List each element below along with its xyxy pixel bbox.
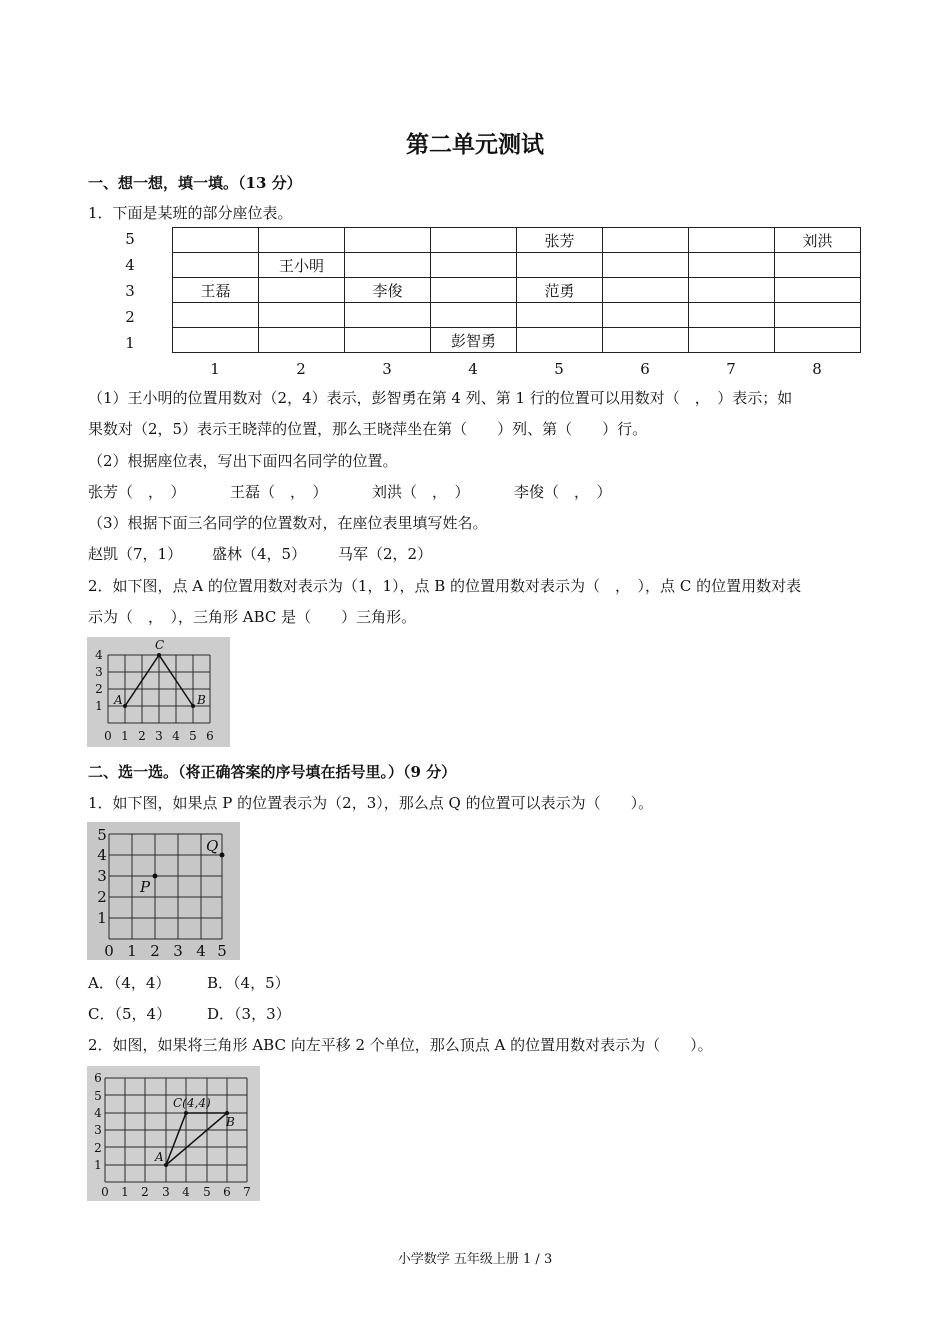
seat-cell [431, 228, 517, 253]
section2-heading: 二、选一选。（将正确答案的序号填在括号里。）（9 分） [88, 763, 457, 781]
x-tick-label: 1 [121, 1185, 129, 1199]
column-label: 6 [640, 360, 650, 378]
option-d: D．（3，3） [207, 1005, 291, 1023]
answer-item: 李俊（ ， ） [514, 483, 612, 501]
answer-item: 张芳（ ， ） [88, 483, 186, 501]
page-title: 第二单元测试 [406, 131, 544, 158]
answer-item: 王磊（ ， ） [230, 483, 328, 501]
y-tick-label: 4 [95, 648, 103, 662]
seat-cell [517, 253, 603, 278]
y-tick-label: 5 [97, 826, 107, 844]
x-tick-label: 3 [162, 1185, 170, 1199]
y-tick-label: 4 [97, 846, 107, 864]
point-a [164, 1163, 168, 1167]
x-tick-label: 5 [189, 729, 197, 743]
x-tick-label: 7 [243, 1185, 251, 1199]
seat-cell [345, 303, 431, 328]
column-label: 5 [554, 360, 564, 378]
point-label: B [226, 1115, 235, 1129]
option-b: B．（4，5） [207, 974, 290, 992]
seat-cell [345, 253, 431, 278]
q1-intro: 1．下面是某班的部分座位表。 [88, 204, 293, 222]
column-label: 7 [726, 360, 736, 378]
seat-cell [689, 253, 775, 278]
y-tick-label: 3 [97, 867, 107, 885]
row-label: 1 [125, 334, 135, 352]
y-tick-label: 1 [94, 1158, 102, 1172]
seat-cell [345, 328, 431, 353]
seat-cell [431, 253, 517, 278]
point-label: C [155, 638, 165, 652]
pq-figure [87, 822, 240, 960]
answer-item: 马军（2，2） [338, 545, 433, 563]
x-tick-label: 2 [150, 942, 160, 960]
y-tick-label: 2 [97, 888, 107, 906]
table-row [173, 253, 861, 278]
option-a: A．（4，4） [88, 974, 171, 992]
seat-cell: 彭智勇 [431, 328, 517, 353]
seat-cell [603, 278, 689, 303]
point-q [220, 853, 225, 858]
seating-table [172, 227, 861, 353]
x-tick-label: 3 [155, 729, 163, 743]
seat-cell [517, 303, 603, 328]
figure-background [87, 1066, 260, 1201]
x-tick-label: 4 [196, 942, 206, 960]
y-tick-label: 6 [94, 1071, 102, 1085]
x-tick-label: 4 [172, 729, 180, 743]
seat-cell [259, 228, 345, 253]
coordinate-grid-2 [87, 822, 240, 960]
column-label: 8 [812, 360, 822, 378]
row-label: 3 [125, 282, 135, 300]
y-tick-label: 5 [94, 1089, 102, 1103]
table-row [173, 278, 861, 303]
s2-q1-text: 1．如下图，如果点 P 的位置表示为（2，3），那么点 Q 的位置可以表示为（ ）。 [88, 794, 654, 812]
row-label: 4 [125, 256, 135, 274]
x-tick-label: 4 [182, 1185, 190, 1199]
coordinate-grid-1 [87, 637, 230, 747]
seat-cell: 范勇 [517, 278, 603, 303]
seat-cell [689, 303, 775, 328]
coordinate-grid-3 [87, 1066, 260, 1201]
seat-cell [689, 228, 775, 253]
seat-cell [775, 303, 861, 328]
x-tick-label: 0 [104, 729, 112, 743]
x-tick-label: 2 [138, 729, 146, 743]
seat-cell: 刘洪 [775, 228, 861, 253]
section1-heading: 一、想一想，填一填。（13 分） [88, 174, 302, 192]
row-label: 2 [125, 308, 135, 326]
seat-cell [603, 253, 689, 278]
y-tick-label: 1 [97, 909, 107, 927]
seat-cell [173, 228, 259, 253]
seat-cell [775, 328, 861, 353]
x-tick-label: 1 [121, 729, 129, 743]
x-tick-label: 1 [127, 942, 137, 960]
seat-cell: 王磊 [173, 278, 259, 303]
seat-cell [431, 303, 517, 328]
point-label: A [114, 693, 123, 707]
y-tick-label: 3 [95, 665, 103, 679]
point-c [184, 1111, 188, 1115]
page-footer: 小学数学 五年级上册 1 / 3 [397, 1252, 553, 1267]
point-label: P [140, 878, 151, 896]
column-label: 3 [382, 360, 392, 378]
table-row [173, 228, 861, 253]
seat-cell [603, 303, 689, 328]
seat-cell [775, 253, 861, 278]
q2-line2: 示为（ ， ），三角形 ABC 是（ ）三角形。 [88, 608, 417, 626]
q1-part1-line1: （1）王小明的位置用数对（2，4）表示，彭智勇在第 4 列、第 1 行的位置可以用数对（ ， ）表示；如 [88, 389, 793, 407]
y-tick-label: 2 [95, 682, 103, 696]
seat-cell [259, 278, 345, 303]
table-row [173, 303, 861, 328]
seat-cell [603, 328, 689, 353]
point-label: Q [206, 837, 219, 855]
y-tick-label: 2 [94, 1141, 102, 1155]
seat-cell [775, 278, 861, 303]
seat-cell: 张芳 [517, 228, 603, 253]
triangle-figure-1 [87, 637, 230, 747]
s2-q2-text: 2．如图，如果将三角形 ABC 向左平移 2 个单位，那么顶点 A 的位置用数对表示为（ ）。 [88, 1036, 713, 1054]
y-tick-label: 4 [94, 1106, 102, 1120]
seat-cell: 李俊 [345, 278, 431, 303]
y-tick-label: 1 [95, 699, 103, 713]
seat-cell [345, 228, 431, 253]
point-p [153, 874, 158, 879]
column-label: 2 [296, 360, 306, 378]
seat-cell [173, 328, 259, 353]
column-label: 1 [210, 360, 220, 378]
q1-part2: （2）根据座位表，写出下面四名同学的位置。 [88, 452, 398, 470]
column-label: 4 [468, 360, 478, 378]
x-tick-label: 0 [104, 942, 114, 960]
answer-item: 赵凯（7，1） [88, 545, 183, 563]
row-label: 5 [125, 230, 135, 248]
point-c [157, 653, 161, 657]
seat-cell [173, 303, 259, 328]
x-tick-label: 6 [223, 1185, 231, 1199]
seat-cell [259, 328, 345, 353]
seat-cell [689, 328, 775, 353]
x-tick-label: 2 [141, 1185, 149, 1199]
seat-cell [173, 253, 259, 278]
point-label: A [155, 1150, 164, 1164]
answer-item: 盛林（4，5） [212, 545, 307, 563]
point-label: C(4,4) [173, 1096, 211, 1110]
triangle-figure-2 [87, 1066, 260, 1201]
x-tick-label: 5 [217, 942, 227, 960]
x-tick-label: 3 [173, 942, 183, 960]
x-tick-label: 5 [203, 1185, 211, 1199]
x-tick-label: 0 [101, 1185, 109, 1199]
seat-cell: 王小明 [259, 253, 345, 278]
seat-cell [517, 328, 603, 353]
option-c: C．（5，4） [88, 1005, 172, 1023]
y-tick-label: 3 [94, 1123, 102, 1137]
point-b [191, 704, 195, 708]
answer-item: 刘洪（ ， ） [372, 483, 470, 501]
q2-line1: 2．如下图，点 A 的位置用数对表示为（1，1），点 B 的位置用数对表示为（ ， ），点 C 的位置用数对表 [88, 577, 802, 595]
seat-cell [603, 228, 689, 253]
seat-cell [689, 278, 775, 303]
q1-part3: （3）根据下面三名同学的位置数对，在座位表里填写姓名。 [88, 514, 488, 532]
seat-cell [431, 278, 517, 303]
q1-part1-line2: 果数对（2，5）表示王晓萍的位置，那么王晓萍坐在第（ ）列、第（ ）行。 [88, 420, 648, 438]
x-tick-label: 6 [206, 729, 214, 743]
point-label: B [197, 693, 206, 707]
seat-cell [259, 303, 345, 328]
point-a [123, 704, 127, 708]
table-row [173, 328, 861, 353]
